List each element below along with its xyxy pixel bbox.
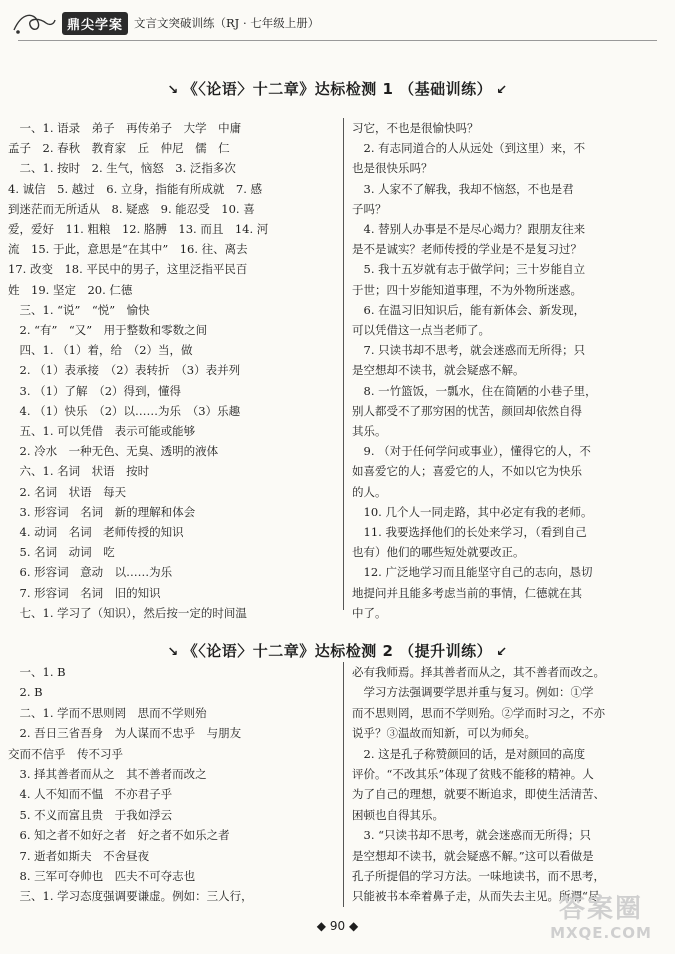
answer-line: 别人都受不了那穷困的忧苦，颜回却依然自得 [352, 403, 582, 418]
answer-line: 爱，爱好 11. 粗粮 12. 胳膊 13. 而且 14. 河 [8, 222, 269, 237]
answer-line: 3. 形容词 名词 新的理解和体会 [8, 504, 196, 519]
answer-line: 其乐。 [352, 424, 387, 439]
arrow-ornament-icon: ↙ [496, 83, 508, 98]
answer-line: 5. 不义而富且贵 于我如浮云 [8, 807, 173, 822]
answer-line: 四、1. （1）着，给 （2）当，做 [8, 343, 193, 358]
answer-line: 2. B [8, 685, 43, 700]
answer-line: 也有）他们的哪些短处就要改正。 [352, 545, 525, 560]
section-2-left-column [8, 662, 336, 907]
watermark-logo: 答案圈 MXQE.COM [550, 894, 652, 942]
answer-line: 的人。 [352, 484, 387, 499]
section-1-title-text: 《〈论语〉十二章》达标检测 1 （基础训练） [182, 80, 493, 98]
answer-line: 3. 择其善者而从之 其不善者而改之 [8, 767, 207, 782]
answer-line: 4. （1）快乐 （2）以……为乐 （3）乐趣 [8, 403, 241, 418]
answer-line: 4. 人不知而不愠 不亦君子乎 [8, 787, 173, 802]
answer-line: 到迷茫而无所适从 8. 疑惑 9. 能忍受 10. 喜 [8, 201, 255, 216]
page-header [0, 0, 675, 46]
arrow-ornament-icon: ↙ [496, 645, 508, 660]
answer-line: 三、1. “说” “悦” 愉快 [8, 302, 150, 317]
answer-line: 交而不信乎 传不习乎 [8, 746, 123, 761]
answer-line: 9. （对于任何学问或事业），懂得它的人，不 [352, 444, 591, 459]
answer-line: 说乎？③温故而知新，可以为师矣。 [352, 726, 536, 741]
section-2-right-column [352, 662, 670, 907]
answer-line: 六、1. 名词 状语 按时 [8, 464, 150, 479]
answer-line: 8. 三军可夺帅也 匹夫不可夺志也 [8, 869, 196, 884]
answer-line: 习它，不也是很愉快吗？ [352, 121, 479, 135]
section-1-title [0, 78, 675, 99]
answer-line: 5. 我十五岁就有志于做学问；三十岁能自立 [352, 262, 586, 277]
answer-line: 如喜爱它的人；喜爱它的人，不如以它为快乐 [352, 464, 582, 479]
diamond-icon: ◆ [348, 919, 359, 933]
answer-line: 8. 一竹篮饭，一瓢水，住在简陋的小巷子里， [352, 383, 597, 398]
answer-line: 可以凭借这一点当老师了。 [352, 323, 490, 338]
answer-line: 是空想却不读书，就会疑惑不解。 [352, 363, 525, 378]
answer-line: 一、1. B [8, 665, 66, 679]
column-divider [343, 662, 344, 907]
swirl-ornament-icon [12, 10, 56, 36]
answer-line: 3. “只读书却不思考，就会迷惑而无所得；只 [352, 828, 592, 843]
answer-line: 2. “有” “又” 用于整数和零数之间 [8, 323, 208, 338]
answer-line: 17. 改变 18. 平民中的男子，这里泛指平民百 [8, 262, 248, 277]
section-2-title-text: 《〈论语〉十二章》达标检测 2 （提升训练） [182, 642, 493, 660]
answer-line: 七、1. 学习了（知识），然后按一定的时间温 [8, 605, 247, 620]
answer-line: 孟子 2. 春秋 教育家 丘 仲尼 儒 仁 [8, 141, 230, 156]
answer-line: 2. 名词 状语 每天 [8, 484, 127, 499]
answer-line: 于世；四十岁能知道事理，不为外物所迷惑。 [352, 282, 582, 297]
answer-line: 12. 广泛地学习而且能坚守自己的志向，恳切 [352, 565, 593, 580]
answer-line: 2. 吾日三省吾身 为人谋而不忠乎 与朋友 [8, 726, 242, 741]
arrow-ornament-icon: ↘ [167, 645, 179, 660]
section-2-title [0, 640, 675, 661]
answer-line: 也是很快乐吗？ [352, 161, 433, 176]
book-subtitle: 文言文突破训练（RJ · 七年级上册） [134, 16, 320, 30]
arrow-ornament-icon: ↘ [167, 83, 179, 98]
answer-line: 6. 知之者不如好之者 好之者不如乐之者 [8, 828, 230, 843]
section-1-left-column [8, 118, 336, 623]
answer-line: 困顿也自得其乐。 [352, 807, 444, 822]
answer-line: 7. 逝者如斯夫 不舍昼夜 [8, 848, 150, 863]
answer-line: 流 15. 于此，意思是“在其中” 16. 往、离去 [8, 242, 248, 257]
answer-line: 2. 有志同道合的人从远处（到这里）来，不 [352, 141, 586, 156]
answer-line: 二、1. 学而不思则罔 思而不学则殆 [8, 705, 207, 720]
answer-line: 是不是诚实？老师传授的学业是不是复习过？ [352, 242, 582, 257]
answer-line: 5. 名词 动词 吃 [8, 545, 115, 560]
answer-line: 3. （1）了解 （2）得到，懂得 [8, 383, 182, 398]
answer-line: 6. 形容词 意动 以……为乐 [8, 565, 173, 580]
answer-line: 一、1. 语录 弟子 再传弟子 大学 中庸 [8, 121, 242, 135]
column-divider [343, 118, 344, 610]
answer-line: 子吗？ [352, 201, 387, 216]
answer-line: 五、1. 可以凭借 表示可能或能够 [8, 424, 196, 439]
answer-line: 而不思则罔，思而不学则殆。②学而时习之，不亦 [352, 705, 605, 720]
answer-line: 只能被书本牵着鼻子走，从而失去主见。所谓“尽 [352, 889, 600, 904]
answer-line: 4. 动词 名词 老师传授的知识 [8, 525, 184, 540]
answer-line: 三、1. 学习态度强调要谦虚。例如：三人行， [8, 889, 253, 904]
answer-line: 2. 这是孔子称赞颜回的话，是对颜回的高度 [352, 746, 586, 761]
answer-line: 二、1. 按时 2. 生气，恼怒 3. 泛指多次 [8, 161, 236, 176]
answer-line: 7. 形容词 名词 旧的知识 [8, 585, 161, 600]
answer-line: 中了。 [352, 605, 387, 620]
answer-line: 4. 诚信 5. 越过 6. 立身，指能有所成就 7. 感 [8, 181, 263, 196]
section-1-right-column [352, 118, 670, 623]
answer-line: 是空想却不读书，就会疑惑不解。”这可以看做是 [352, 848, 594, 863]
answer-line: 孔子所提倡的学习方法。一味地读书，而不思考， [352, 869, 605, 884]
answer-line: 6. 在温习旧知识后，能有新体会、新发现， [352, 302, 586, 317]
answer-line: 学习方法强调要学思并重与复习。例如：①学 [352, 685, 594, 700]
answer-line: 姓 19. 坚定 20. 仁德 [8, 282, 133, 297]
answer-line: 2. （1）表承接 （2）表转折 （3）表并列 [8, 363, 241, 378]
answer-line: 11. 我要选择他们的长处来学习，（看到自己 [352, 525, 587, 540]
answer-line: 3. 人家不了解我，我却不恼怒，不也是君 [352, 181, 574, 196]
brand-name: 鼎尖学案 [62, 12, 128, 35]
answer-line: 7. 只读书却不思考，就会迷惑而无所得；只 [352, 343, 586, 358]
answer-line: 为了自己的理想，就要不断追求，即使生活清苦、 [352, 787, 605, 802]
answer-line: 地提问并且能多考虑当前的事情，仁德就在其 [352, 585, 582, 600]
answer-line: 10. 几个人一同走路，其中必定有我的老师。 [352, 504, 593, 519]
answer-line: 2. 冷水 一种无色、无臭、透明的液体 [8, 444, 219, 459]
page-number-text: 90 [329, 919, 346, 933]
header-divider [18, 40, 657, 41]
answer-line: 评价。“不改其乐”体现了贫贱不能移的精神。人 [352, 767, 594, 782]
answer-line: 必有我师焉。择其善者而从之，其不善者而改之。 [352, 665, 605, 679]
brand [12, 10, 319, 36]
answer-line: 4. 替别人办事是不是尽心竭力？跟朋友往来 [352, 222, 586, 237]
diamond-icon: ◆ [316, 919, 327, 933]
